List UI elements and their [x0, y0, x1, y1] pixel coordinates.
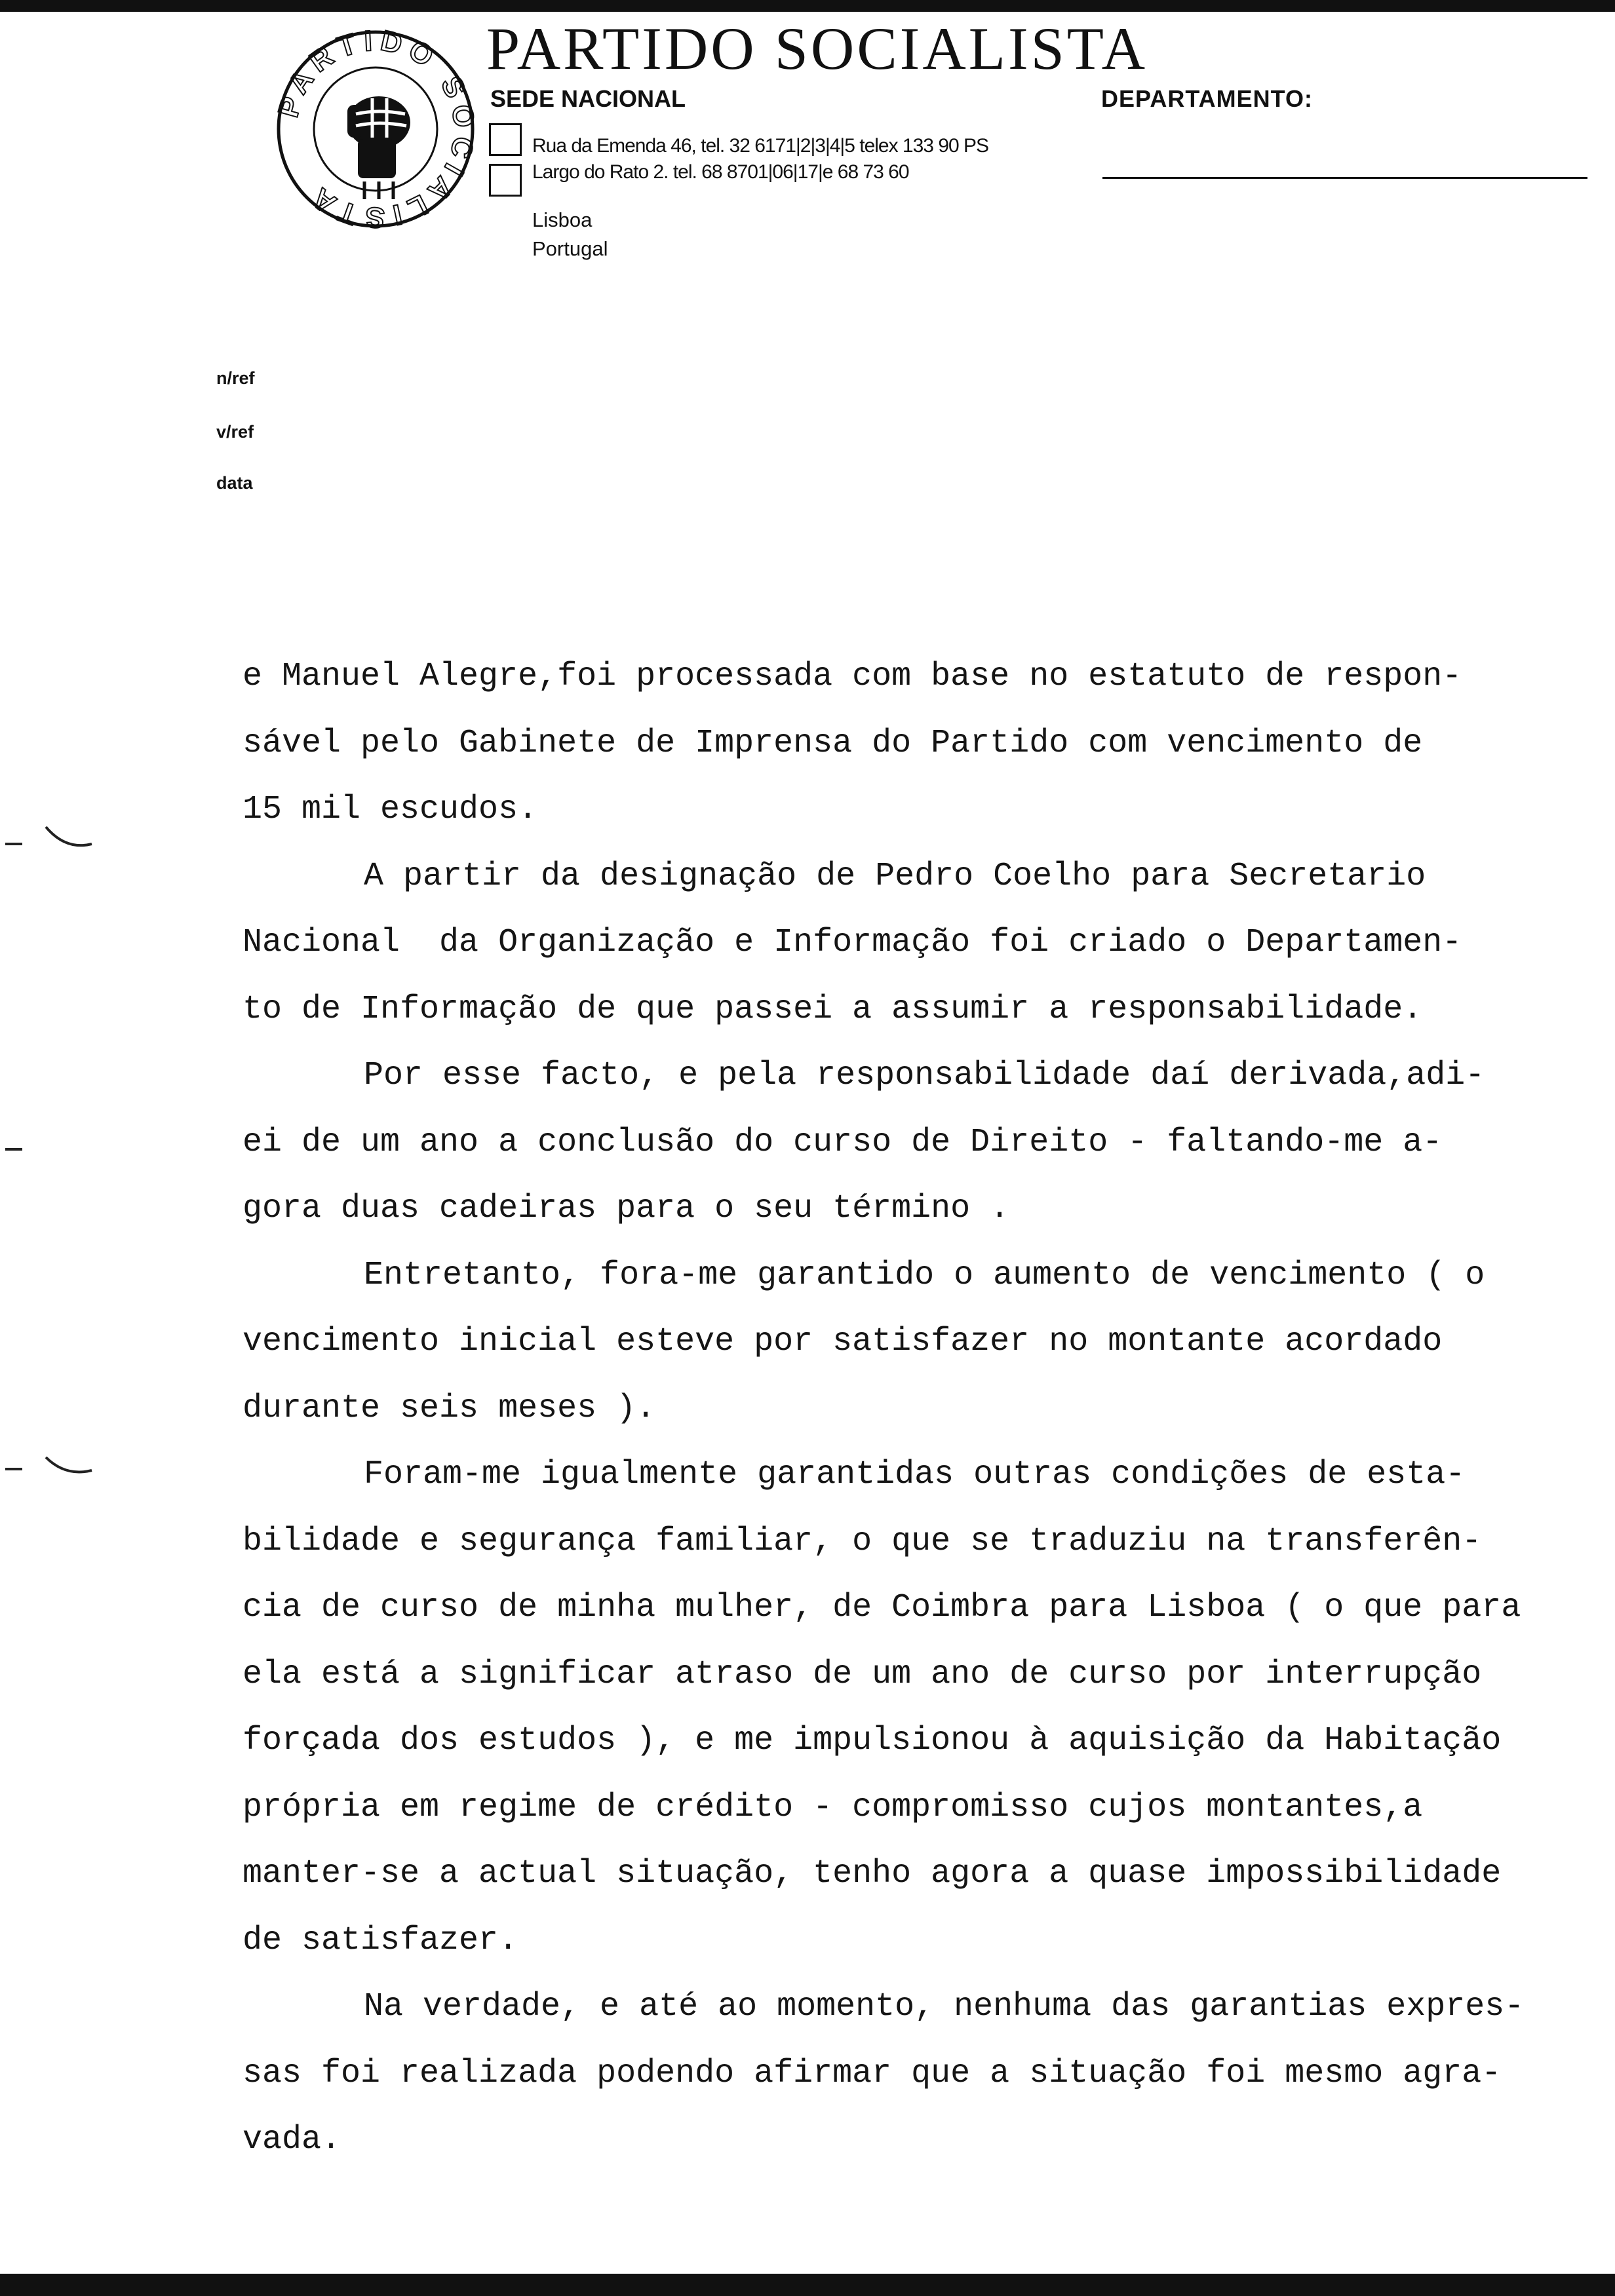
address-rato: Largo do Rato 2. tel. 68 8701|06|17|e 68 73 60 — [532, 161, 909, 183]
body-line: to de Informação de que passei a assumir a responsabilidade. — [243, 990, 1423, 1028]
svg-text:PARTIDO SOCIALISTA: PARTIDO S CIALISTA — [274, 28, 477, 231]
body-line: Foram-me igualmente garantidas outras condições de esta- — [364, 1456, 1466, 1493]
body-line: gora duas cadeiras para o seu término . — [243, 1190, 1010, 1227]
body-line: vada. — [243, 2121, 341, 2158]
top-border-bar — [0, 0, 1615, 12]
department-fill-line — [1102, 177, 1587, 179]
body-line: sas foi realizada podendo afirmar que a situação foi mesmo agra- — [243, 2054, 1502, 2092]
body-line: Entretanto, fora-me garantido o aumento de vencimento ( o — [364, 1256, 1485, 1294]
letter-body — [243, 657, 1527, 2187]
our-reference-label: n/ref — [216, 368, 255, 388]
sede-nacional-label: SEDE NACIONAL — [490, 85, 686, 112]
body-line: e Manuel Alegre,foi processada com base no estatuto de respon- — [243, 658, 1462, 695]
body-line: durante seis meses ). — [243, 1389, 656, 1427]
body-line: cia de curso de minha mulher, de Coimbra para Lisboa ( o que para — [243, 1589, 1521, 1626]
margin-pencil-mark — [0, 1140, 39, 1160]
body-line: de satisfazer. — [243, 1921, 518, 1959]
body-line: ei de um ano a conclusão do curso de Direito - faltando-me a- — [243, 1123, 1443, 1161]
body-line: Nacional da Organização e Informação foi criado o Departamen- — [243, 924, 1462, 961]
body-line: Na verdade, e até ao momento, nenhuma das garantias expres- — [364, 1988, 1525, 2025]
your-reference-label: v/ref — [216, 422, 254, 442]
city: Lisboa — [532, 208, 593, 231]
party-logo — [274, 28, 477, 231]
department-label: DEPARTAMENTO: — [1101, 85, 1313, 112]
margin-pencil-mark — [0, 1448, 105, 1487]
address-emenda: Rua da Emenda 46, tel. 32 6171|2|3|4|5 telex 133 90 PS — [532, 135, 989, 157]
address-checkbox-rato — [489, 164, 522, 197]
body-line: vencimento inicial esteve por satisfazer no montante acordado — [243, 1323, 1443, 1360]
body-line: A partir da designação de Pedro Coelho para Secretario — [364, 857, 1426, 895]
body-line: bilidade e segurança familiar, o que se traduziu na transferên- — [243, 1522, 1482, 1560]
margin-pencil-mark — [0, 819, 105, 858]
party-name-heading: PARTIDO SOCIALISTA — [486, 15, 1148, 82]
country: Portugal — [532, 237, 608, 260]
body-line: Por esse facto, e pela responsabilidade daí derivada,adi- — [364, 1057, 1485, 1094]
date-label: data — [216, 473, 253, 493]
body-line: ela está a significar atraso de um ano de curso por interrupção — [243, 1655, 1482, 1693]
bottom-border-bar — [0, 2274, 1615, 2296]
body-line: manter-se a actual situação, tenho agora a quase impossibilidade — [243, 1855, 1502, 1892]
body-line: sável pelo Gabinete de Imprensa do Partido com vencimento de — [243, 724, 1423, 762]
address-checkbox-emenda — [489, 123, 522, 156]
body-line: própria em regime de crédito - compromisso cujos montantes,a — [243, 1788, 1423, 1826]
body-line: forçada dos estudos ), e me impulsionou à aquisição da Habitação — [243, 1722, 1502, 1759]
body-line: 15 mil escudos. — [243, 791, 538, 828]
